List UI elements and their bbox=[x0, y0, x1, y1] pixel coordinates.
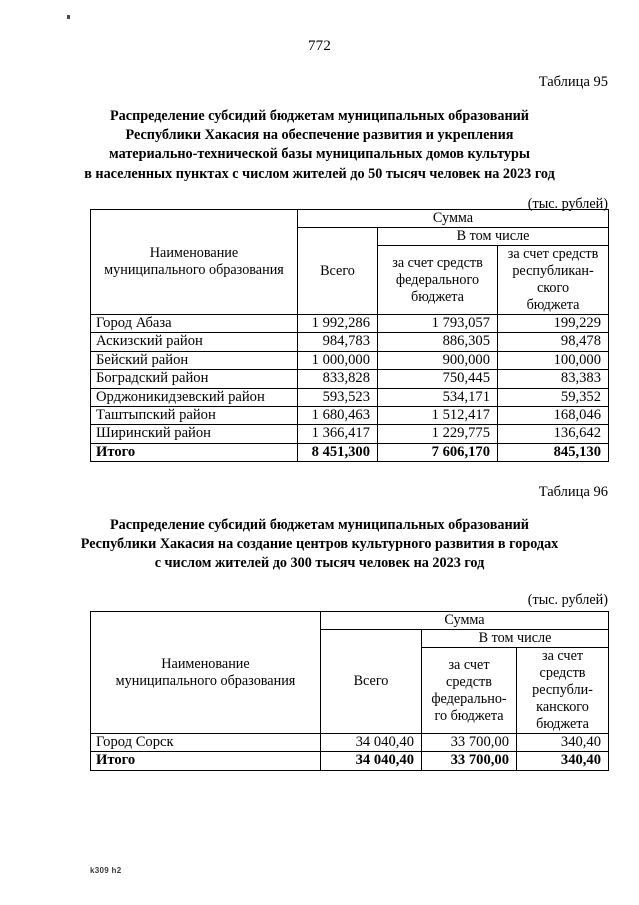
table-row bbox=[91, 407, 609, 425]
table-96-label: Таблица 96 bbox=[538, 484, 608, 500]
header-republican-line-1: за счет bbox=[541, 648, 584, 664]
table-96 bbox=[90, 611, 609, 771]
table-95-header-row-1 bbox=[91, 210, 609, 228]
header-republican-line-4: бюджета bbox=[526, 297, 580, 313]
cell-federal: 7 606,170 bbox=[378, 443, 498, 461]
title-line: Республики Хакасия на обеспечение развития и укрепления bbox=[125, 127, 514, 144]
header-cell-name bbox=[91, 210, 298, 315]
cell-federal: 1 512,417 bbox=[378, 407, 498, 425]
cell-federal: 1 793,057 bbox=[378, 315, 498, 333]
table-95 bbox=[90, 209, 609, 462]
header-federal-line-3: бюджета bbox=[411, 288, 464, 305]
cell-federal: 750,445 bbox=[378, 370, 498, 388]
cell-republican: 199,229 bbox=[498, 315, 609, 333]
cell-name: Аскизский район bbox=[91, 333, 298, 351]
title-line: в населенных пунктах с числом жителей до 50 тысяч человек на 2023 год bbox=[84, 165, 555, 182]
header-cell-republican bbox=[517, 648, 609, 734]
header-republican-line-3: республи- bbox=[532, 682, 593, 698]
cell-republican: 59,352 bbox=[498, 388, 609, 406]
header-name-line-1: Наименование bbox=[149, 245, 239, 261]
cell-total: 593,523 bbox=[298, 388, 378, 406]
header-federal-line-1: за счет bbox=[448, 656, 490, 673]
table-95-label: Таблица 95 bbox=[538, 74, 608, 90]
table-row bbox=[91, 425, 609, 443]
header-name-line-2: муниципального образования bbox=[104, 262, 284, 278]
header-federal-line-3: федерально- bbox=[431, 690, 507, 707]
header-federal-line-4: го бюджета bbox=[434, 707, 504, 724]
header-name-line-1: Наименование bbox=[161, 655, 250, 672]
cell-republican: 845,130 bbox=[498, 443, 609, 461]
header-federal-line-2: федерального bbox=[395, 271, 480, 288]
cell-total: 8 451,300 bbox=[298, 443, 378, 461]
table-row bbox=[91, 333, 609, 351]
header-republican-line-1: за счет средств bbox=[507, 246, 599, 262]
table-row bbox=[91, 388, 609, 406]
header-republican-line-5: бюджета bbox=[536, 716, 589, 732]
title-line: с числом жителей до 300 тысяч человек на 2023 год bbox=[154, 555, 485, 572]
cell-name: Боградский район bbox=[91, 370, 298, 388]
cell-name: Бейский район bbox=[91, 351, 298, 369]
cell-federal: 886,305 bbox=[378, 333, 498, 351]
table-96-header-row-1 bbox=[91, 612, 609, 630]
cell-total: 1 680,463 bbox=[298, 407, 378, 425]
table-95-title bbox=[0, 107, 639, 184]
cell-name: Орджоникидзевский район bbox=[91, 388, 298, 406]
title-line: Распределение субсидий бюджетам муниципальных образований bbox=[110, 517, 529, 533]
header-cell-name bbox=[91, 612, 321, 734]
cell-total: 34 040,40 bbox=[321, 752, 422, 770]
title-line: Республики Хакасия на создание центров культурного развития в городах bbox=[80, 536, 559, 553]
cell-federal: 33 700,00 bbox=[422, 752, 517, 770]
cell-federal: 1 229,775 bbox=[378, 425, 498, 443]
header-cell-sum: Сумма bbox=[321, 612, 609, 630]
header-republican-line-4: канского bbox=[536, 699, 589, 715]
cell-republican: 136,642 bbox=[498, 425, 609, 443]
header-cell-of-which: В том числе bbox=[378, 228, 609, 246]
footer-mark: k309 h2 bbox=[90, 866, 122, 875]
cell-federal: 900,000 bbox=[378, 351, 498, 369]
table-row bbox=[91, 370, 609, 388]
cell-republican: 168,046 bbox=[498, 407, 609, 425]
header-cell-total: Всего bbox=[298, 228, 378, 315]
scan-artifact-dot bbox=[67, 15, 70, 19]
cell-name: Таштыпский район bbox=[91, 407, 298, 425]
cell-republican: 83,383 bbox=[498, 370, 609, 388]
cell-total: 34 040,40 bbox=[321, 734, 422, 752]
cell-name: Город Абаза bbox=[91, 315, 298, 333]
cell-republican: 340,40 bbox=[517, 752, 609, 770]
cell-republican: 100,000 bbox=[498, 351, 609, 369]
cell-total: 833,828 bbox=[298, 370, 378, 388]
table-95-units: (тыс. рублей) bbox=[527, 196, 608, 212]
title-line: материально-технической базы муниципальных домов культуры bbox=[109, 146, 530, 163]
table-row bbox=[91, 734, 609, 752]
header-cell-of-which: В том числе bbox=[422, 630, 609, 648]
page-number: 772 bbox=[307, 38, 332, 54]
header-cell-sum: Сумма bbox=[298, 210, 609, 228]
header-cell-republican bbox=[498, 246, 609, 315]
cell-federal: 534,171 bbox=[378, 388, 498, 406]
header-republican-line-2: республикан- bbox=[512, 263, 594, 279]
header-cell-federal bbox=[422, 648, 517, 734]
header-name-line-2: муниципального образования bbox=[115, 672, 296, 689]
cell-name: Итого bbox=[91, 752, 321, 770]
cell-name: Город Сорск bbox=[91, 734, 321, 752]
header-cell-federal bbox=[378, 246, 498, 315]
header-federal-line-1: за счет средств bbox=[392, 254, 483, 271]
header-republican-line-2: средств bbox=[539, 665, 586, 681]
table-96-title bbox=[0, 516, 639, 574]
cell-total: 1 000,000 bbox=[298, 351, 378, 369]
table-row-total bbox=[91, 443, 609, 461]
cell-republican: 98,478 bbox=[498, 333, 609, 351]
table-row bbox=[91, 351, 609, 369]
cell-name: Итого bbox=[91, 443, 298, 461]
cell-total: 1 992,286 bbox=[298, 315, 378, 333]
table-row bbox=[91, 315, 609, 333]
title-line: Распределение субсидий бюджетам муниципальных образований bbox=[110, 108, 529, 124]
table-96-units: (тыс. рублей) bbox=[527, 592, 608, 608]
header-republican-line-3: ского bbox=[536, 280, 570, 296]
header-federal-line-2: средств bbox=[446, 673, 492, 690]
table-row-total bbox=[91, 752, 609, 770]
header-cell-total: Всего bbox=[321, 630, 422, 734]
cell-federal: 33 700,00 bbox=[422, 734, 517, 752]
cell-republican: 340,40 bbox=[517, 734, 609, 752]
cell-name: Ширинский район bbox=[91, 425, 298, 443]
cell-total: 984,783 bbox=[298, 333, 378, 351]
cell-total: 1 366,417 bbox=[298, 425, 378, 443]
